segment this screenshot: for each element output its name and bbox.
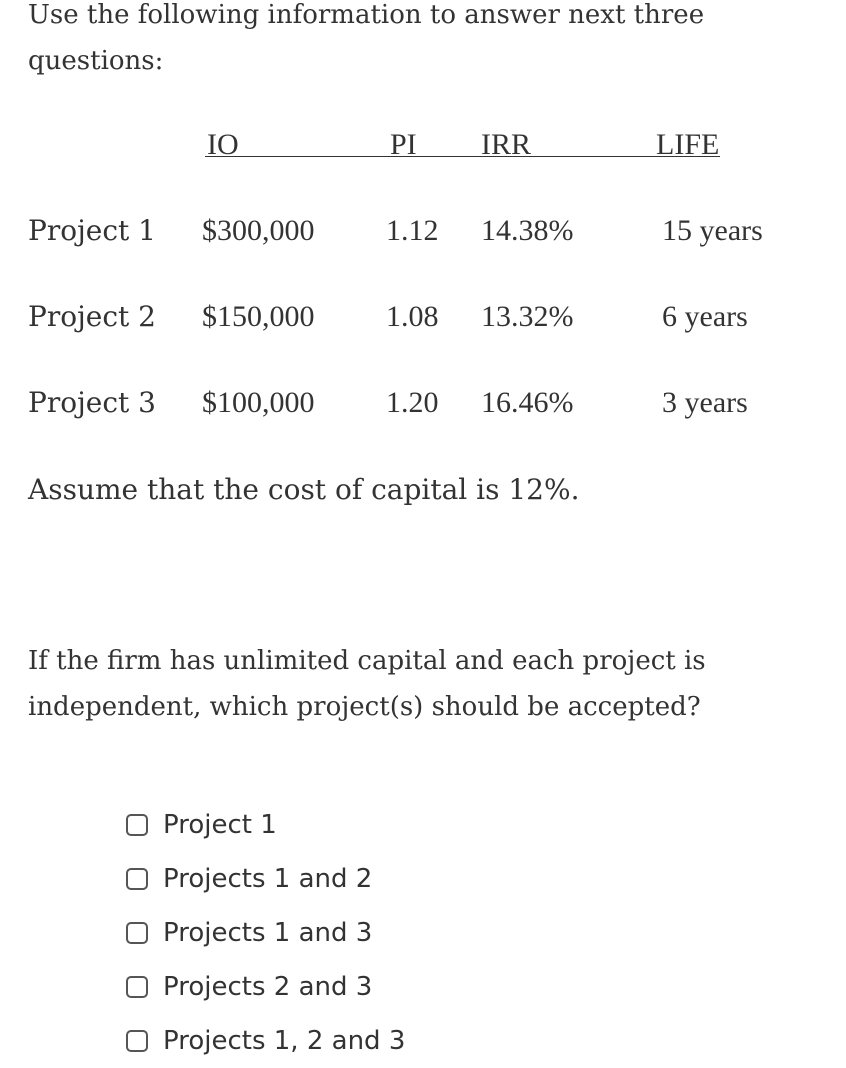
cell-io: $300,000 (202, 214, 315, 247)
checkbox[interactable] (126, 814, 148, 836)
checkbox[interactable] (126, 1030, 148, 1052)
cell-io: $150,000 (202, 300, 315, 333)
answer-options (126, 798, 405, 1068)
cell-io: $100,000 (202, 386, 315, 419)
header-pi: PI (390, 128, 417, 161)
row-label: Project 2 (28, 300, 156, 333)
cell-pi: 1.08 (386, 300, 439, 333)
header-irr: IRR (481, 128, 532, 161)
option-label[interactable]: Projects 1, 2 and 3 (163, 1026, 406, 1056)
cell-life: 3 years (662, 386, 748, 419)
cell-irr: 16.46% (481, 386, 574, 419)
cell-pi: 1.12 (386, 214, 439, 247)
cell-life: 6 years (662, 300, 748, 333)
cell-life: 15 years (662, 214, 763, 247)
cell-pi: 1.20 (386, 386, 439, 419)
option-projects-1-2-and-3[interactable] (126, 1014, 405, 1068)
row-label: Project 3 (28, 386, 156, 419)
option-label[interactable]: Projects 1 and 3 (163, 918, 373, 948)
option-label[interactable]: Project 1 (163, 810, 277, 840)
option-project-1[interactable] (126, 798, 405, 852)
project-table (0, 0, 846, 520)
header-life: LIFE (656, 128, 720, 161)
option-projects-1-and-2[interactable] (126, 852, 405, 906)
assumption-text: Assume that the cost of capital is 12%. (28, 473, 580, 506)
intro-text: Use the following information to answer next three questions: (28, 0, 705, 76)
checkbox[interactable] (126, 922, 148, 944)
cell-irr: 13.32% (481, 300, 574, 333)
checkbox[interactable] (126, 868, 148, 890)
checkbox[interactable] (126, 976, 148, 998)
option-label[interactable]: Projects 1 and 2 (163, 864, 373, 894)
question-text: If the firm has unlimited capital and each project is independent, which project(s) should be accepted? (28, 646, 706, 722)
cell-irr: 14.38% (481, 214, 574, 247)
header-io: IO (207, 128, 239, 161)
option-projects-2-and-3[interactable] (126, 960, 405, 1014)
option-projects-1-and-3[interactable] (126, 906, 405, 960)
row-label: Project 1 (28, 214, 156, 247)
option-label[interactable]: Projects 2 and 3 (163, 972, 373, 1002)
header-underline (205, 156, 720, 157)
